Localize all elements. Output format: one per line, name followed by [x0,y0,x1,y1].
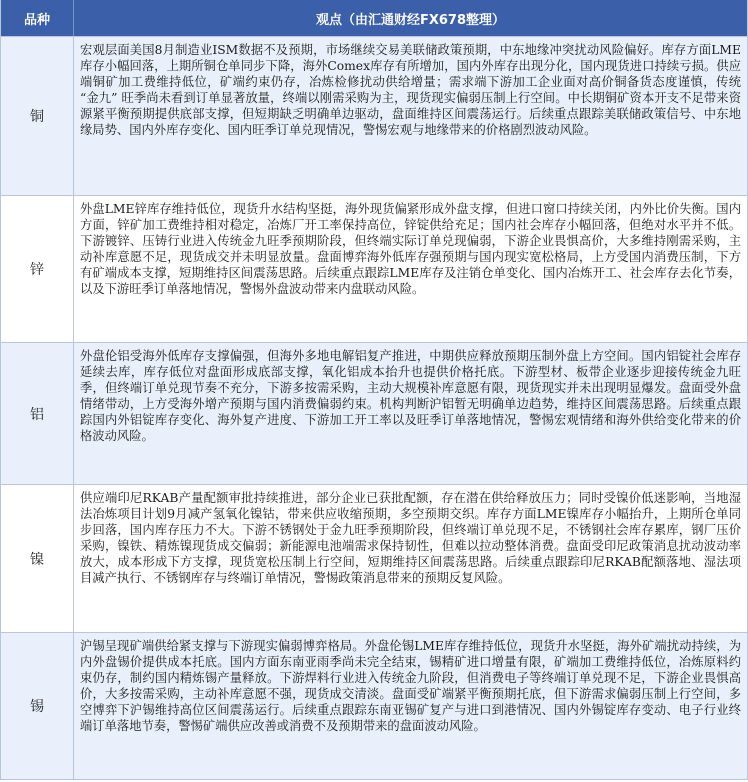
table-header [1,0,747,36]
viewpoint-text: 供应端印尼RKAB产量配额审批持续推进，部分企业已获批配额，存在潜在供给释放压力；同时受镍价低迷影响，当地湿法冶炼项目计划9月减产氢氧化镍钴，带来供应收缩预期，多空预期交织。库存方面LME镍库存小幅抬升，上期所仓单同步回落，国内库存压力不大。下游不锈钢处于金九旺季预期阶段，但终端订单兑现不足，不锈钢社会库存累库，钢厂压价采购，镍铁、精炼镍现货成交偏弱；新能源电池端需求保持韧性，但难以拉动整体消费。盘面受印尼政策消息扰动波动率放大，成本形成下方支撑，现货宽松压制上行空间，短期维持区间震荡思路。后续重点跟踪印尼RKAB配额落地、湿法项目减产执行、不锈钢库存与终端订单情况，警惕政策消息带来的预期反复风险。 [80,491,741,585]
header-variety: 品种 [1,0,74,36]
variety-name: 镍 [1,485,74,632]
viewpoint-text: 沪锡呈现矿端供给紧支撑与下游现实偏弱博弈格局。外盘伦锡LME库存维持低位，现货升水坚挺，海外矿端扰动持续，为内外盘锡价提供成本托底。国内方面东南亚雨季尚未完全结束，锡精矿进口增量有限，矿端加工费维持低位，冶炼原料约束仍存，制约国内精炼锡产量释放。下游焊料行业进入传统金九阶段，但消费电子等终端订单兑现不足，下游企业畏惧高价，大多按需采购，主动补库意愿不强，现货成交清淡。盘面受矿端紧平衡预期托底，但下游需求偏弱压制上行空间，多空博弈下沪锡维持高位区间震荡运行。后续重点跟踪东南亚锡矿复产与进口到港情况、国内外锡锭库存变动、电子行业终端订单落地节奏，警惕矿端供应改善或消费不及预期带来的盘面波动风险。 [80,639,741,733]
table-row-nickel [1,484,747,632]
variety-name: 铝 [1,343,74,484]
header-viewpoint: 观点（由汇通财经FX678整理） [315,12,506,28]
table-row-zinc [1,195,747,342]
variety-name: 铜 [1,37,74,195]
variety-name: 锡 [1,633,74,779]
variety-name: 锌 [1,196,74,342]
viewpoint-text: 外盘伦铝受海外低库存支撑偏强，但海外多地电解铝复产推进，中期供应释放预期压制外盘上方空间。国内铝锭社会库存延续去库，库存低位对盘面形成底部支撑，氧化铝成本抬升也提供价格托底。下游型材、板带企业逐步迎接传统金九旺季，但终端订单兑现节奏不充分，下游多按需采购，主动大规模补库意愿有限，现货现实并未出现明显爆发。盘面受外盘情绪带动，上方受海外增产预期与国内消费偏弱约束。机构判断沪铝暂无明确单边趋势，维持区间震荡思路。后续重点跟踪国内外铝锭库存变化、海外复产进度、下游加工开工率以及旺季订单落地情况，警惕宏观情绪和海外供给变化带来的价格波动风险。 [80,349,741,443]
table-row-aluminum [1,342,747,484]
viewpoint-text: 外盘LME锌库存维持低位，现货升水结构坚挺，海外现货偏紧形成外盘支撑，但进口窗口持续关闭，内外比价失衡。国内方面，锌矿加工费维持相对稳定，冶炼厂开工率保持高位，锌锭供给充足；国内社会库存小幅回落，但绝对水平并不低。下游镀锌、压铸行业进入传统金九旺季预期阶段，但终端实际订单兑现偏弱，下游企业畏惧高价，大多维持刚需采购，主动补库意愿不足，现货成交并未明显放量。盘面博弈海外低库存强预期与国内现实宽松格局，上方受国内消费压制，下方有矿端成本支撑，短期维持区间震荡思路。后续重点跟踪LME库存及注销仓单变化、国内冶炼开工、社会库存去化节奏，以及下游旺季订单落地情况，警惕外盘波动带来内盘联动风险。 [80,202,741,296]
table-row-copper [1,36,747,195]
viewpoint-text: 宏观层面美国8月制造业ISM数据不及预期，市场继续交易美联储政策预期，中东地缘冲突扰动风险偏好。库存方面LME库存小幅回落，上期所铜仓单同步下降，海外Comex库存有所增加，国内外库存出现分化，国内现货进口持续亏损。供应端铜矿加工费维持低位，矿端约束仍存，冶炼检修扰动供给增量；需求端下游加工企业面对高价铜备货态度谨慎，传统 “金九” 旺季尚未看到订单显著放量，终端以刚需采购为主，现货现实偏弱压制上行空间。中长期铜矿资本开支不足带来资源紧平衡预期提供底部支撑，但短期缺乏明确单边驱动，盘面维持区间震荡运行。后续重点跟踪美联储政策信号、中东地缘局势、国内外库存变化、国内旺季订单兑现情况，警惕宏观与地缘带来的价格剧烈波动风险。 [80,43,741,137]
table-row-tin [1,632,747,780]
